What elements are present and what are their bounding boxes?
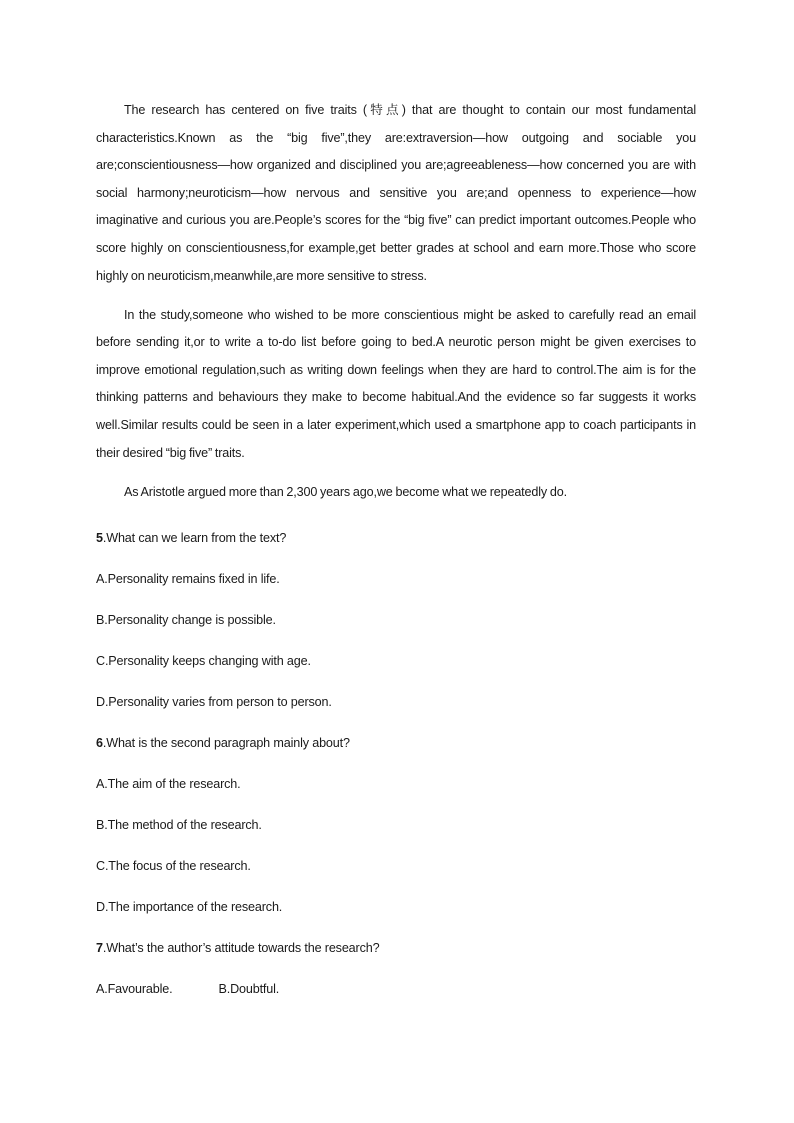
option-a: A.The aim of the research. (96, 776, 241, 791)
question-number: 5 (96, 530, 103, 545)
passage-content (96, 97, 696, 1010)
question-text: .What can we learn from the text? (102, 530, 287, 545)
question-text: .What’s the author’s attitude towards the research? (102, 940, 380, 955)
question-7 (96, 928, 696, 1010)
passage-paragraph-2: In the study,someone who wished to be more conscientious might be asked to carefully read an email before sending it,or to write a to-do list before going to bed.A neurotic person might be given exercises to improve emotional regulation,such as writing down feelings when they are hard to control.The aim is for the thinking patterns and behaviours they make to become habitual.And the evidence so far suggests it works well.Similar results could be seen in a later experiment,which used a smartphone app to coach participants in their desired “big five” traits. (96, 307, 696, 460)
question-stem (96, 723, 696, 764)
option-b: B.Doubtful. (218, 981, 280, 996)
passage-paragraph-1: The research has centered on five traits (特点) that are thought to contain our most fundamental characteristics.Known as the “big five”,they are:extraversion—how outgoing and sociable you are;conscientiousness—how organized and disciplined you are;agreeableness—how concerned you are with social harmony;neuroticism—how nervous and sensitive you are;and openness to experience—how imaginative and curious you are.People’s scores for the “big five” can predict important outcomes.People who score highly on conscientiousness,for example,get better grades at school and earn more.Those who score highly on neuroticism,meanwhile,are more sensitive to stress. (96, 103, 696, 283)
passage-paragraph-3: As Aristotle argued more than 2,300 years ago,we become what we repeatedly do. (124, 484, 567, 499)
option-c: C.The focus of the research. (96, 858, 251, 873)
question-6 (96, 723, 696, 928)
question-number: 7 (96, 940, 103, 955)
option-d: D.The importance of the research. (96, 899, 283, 914)
question-5 (96, 518, 696, 723)
option-a: A.Favourable. (96, 981, 173, 996)
option-row (96, 969, 696, 1010)
option-a: A.Personality remains fixed in life. (96, 571, 280, 586)
option-c: C.Personality keeps changing with age. (96, 653, 311, 668)
question-number: 6 (96, 735, 103, 750)
question-stem (96, 928, 696, 969)
option-d: D.Personality varies from person to person. (96, 694, 332, 709)
option-b: B.The method of the research. (96, 817, 262, 832)
question-text: .What is the second paragraph mainly about? (102, 735, 350, 750)
option-b: B.Personality change is possible. (96, 612, 276, 627)
question-stem (96, 518, 696, 559)
